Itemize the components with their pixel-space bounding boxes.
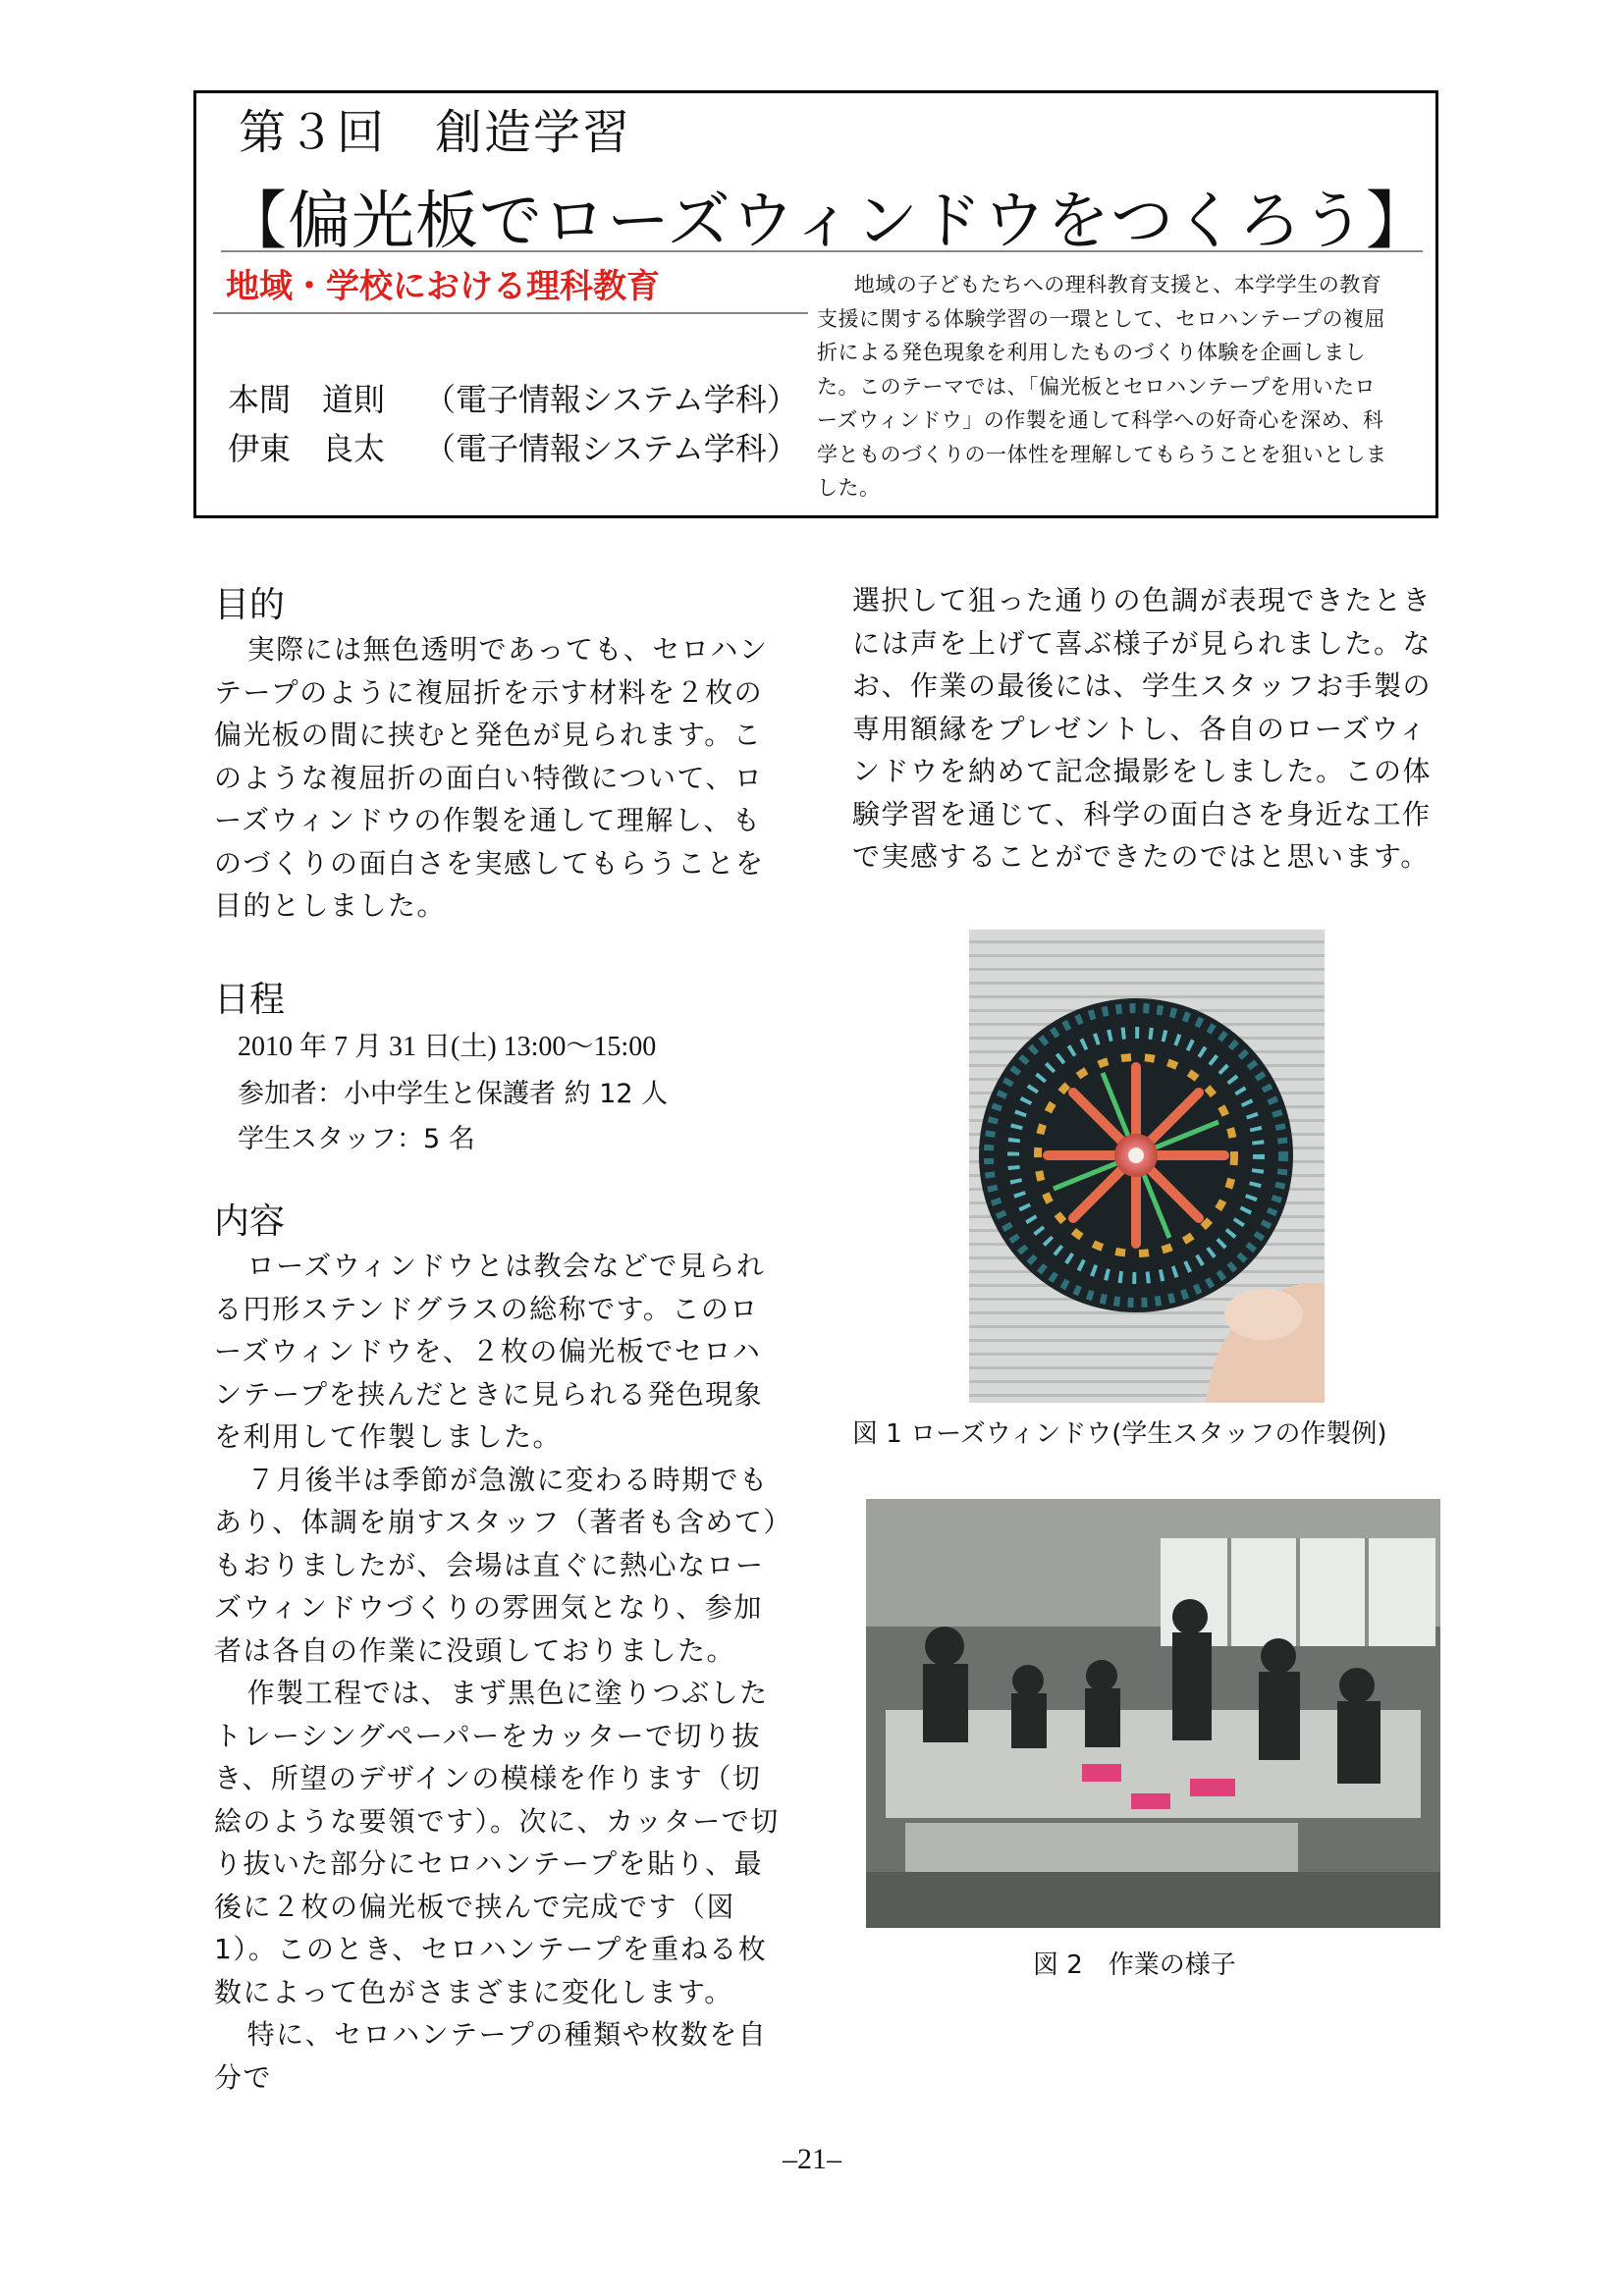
section-heading-schedule: 日程 <box>214 980 286 1020</box>
workshop-scene-image <box>866 1499 1440 1928</box>
author-department: （電子情報システム学科） <box>424 430 798 467</box>
author-line <box>228 424 798 469</box>
title-divider <box>221 250 1423 252</box>
paragraph: 選択して狙った通りの色調が表現できたときには声を上げて喜ぶ様子が見られました。なお、作業の最後には、学生スタッフお手製の専用額縁をプレゼントし、各自のローズウィンドウを納めて記念撮影をしました。この体験学習を通じて、科学の面白さを身近な工作で実感することができたのではと思います。 <box>852 584 1433 873</box>
paragraph: ７月後半は季節が急激に変わる時期でもあり、体調を崩すスタッフ（著者も含めて）もおりましたが、会場は直ぐに熱心なローズウィンドウづくりの雰囲気となり、参加者は各自の作業に没頭しておりました。 <box>214 1463 779 1667</box>
series-title: 第３回 創造学習 <box>239 105 632 160</box>
figure-1-photo <box>969 930 1325 1403</box>
page-number: –21– <box>783 2143 841 2175</box>
content-text-continued <box>852 579 1436 879</box>
paragraph: ローズウィンドウとは教会などで見られる円形ステンドグラスの総称です。このローズウィンドウを、２枚の偏光板でセロハンテープを挟んだときに見られる発色現象を利用して作製しました。 <box>214 1250 766 1453</box>
paragraph: 実際には無色透明であっても、セロハンテープのように複屈折を示す材料を２枚の偏光板の間に挟むと発色が見られます。このような複屈折の面白い特徴について、ローズウィンドウの作製を通して理解し、ものづくりの面白さを実感してもらうことを目的としました。 <box>214 633 769 922</box>
schedule-participants: 参加者：小中学生と保護者 約 12 人 <box>238 1079 669 1109</box>
author-name: 本間 道則 <box>228 381 386 418</box>
figure-2-photo <box>866 1499 1440 1928</box>
figure-1-caption: 図 1 ローズウィンドウ(学生スタッフの作製例) <box>852 1419 1387 1449</box>
paragraph: 特に、セロハンテープの種類や枚数を自分で <box>214 2018 768 2094</box>
paragraph: 作製工程では、まず黒色に塗りつぶしたトレーシングペーパーをカッターで切り抜き、所望のデザインの模様を作ります（切絵のような要領です）。次に、カッターで切り抜いた部分にセロハンテープを貼り、最後に２枚の偏光板で挟んで完成です（図 1）。このとき、セロハンテープを重ねる枚数によって色がさまざまに変化します。 <box>214 1677 780 2008</box>
author-department: （電子情報システム学科） <box>424 381 798 418</box>
content-text <box>214 1245 784 2099</box>
summary-abstract: 地域の子どもたちへの理科教育支援と、本学学生の教育支援に関する体験学習の一環として、セロハンテープの複屈折による発色現象を利用したものづくり体験を企画しました。このテーマでは、「偏光板とセロハンテープを用いたローズウィンドウ」の作製を通して科学への好奇心を深め、科学とものづくりの一体性を理解してもらうことを狙いとしました。 <box>817 273 1387 500</box>
section-heading-purpose: 目的 <box>214 585 286 625</box>
main-title: 【偏光板でローズウィンドウをつくろう】 <box>224 186 1430 258</box>
category-label: 地域・学校における理科教育 <box>226 267 660 306</box>
schedule-date: 2010 年 7 月 31 日(土) 13:00～15:00 <box>238 1032 657 1062</box>
figure-2-caption: 図 2 作業の様子 <box>1033 1950 1236 1980</box>
author-name: 伊東 良太 <box>228 430 386 467</box>
author-line <box>228 375 798 420</box>
purpose-text <box>214 628 784 928</box>
rose-window-image <box>969 930 1325 1403</box>
schedule-staff: 学生スタッフ：5 名 <box>238 1124 475 1154</box>
category-divider <box>213 312 808 314</box>
section-heading-content: 内容 <box>214 1201 286 1242</box>
